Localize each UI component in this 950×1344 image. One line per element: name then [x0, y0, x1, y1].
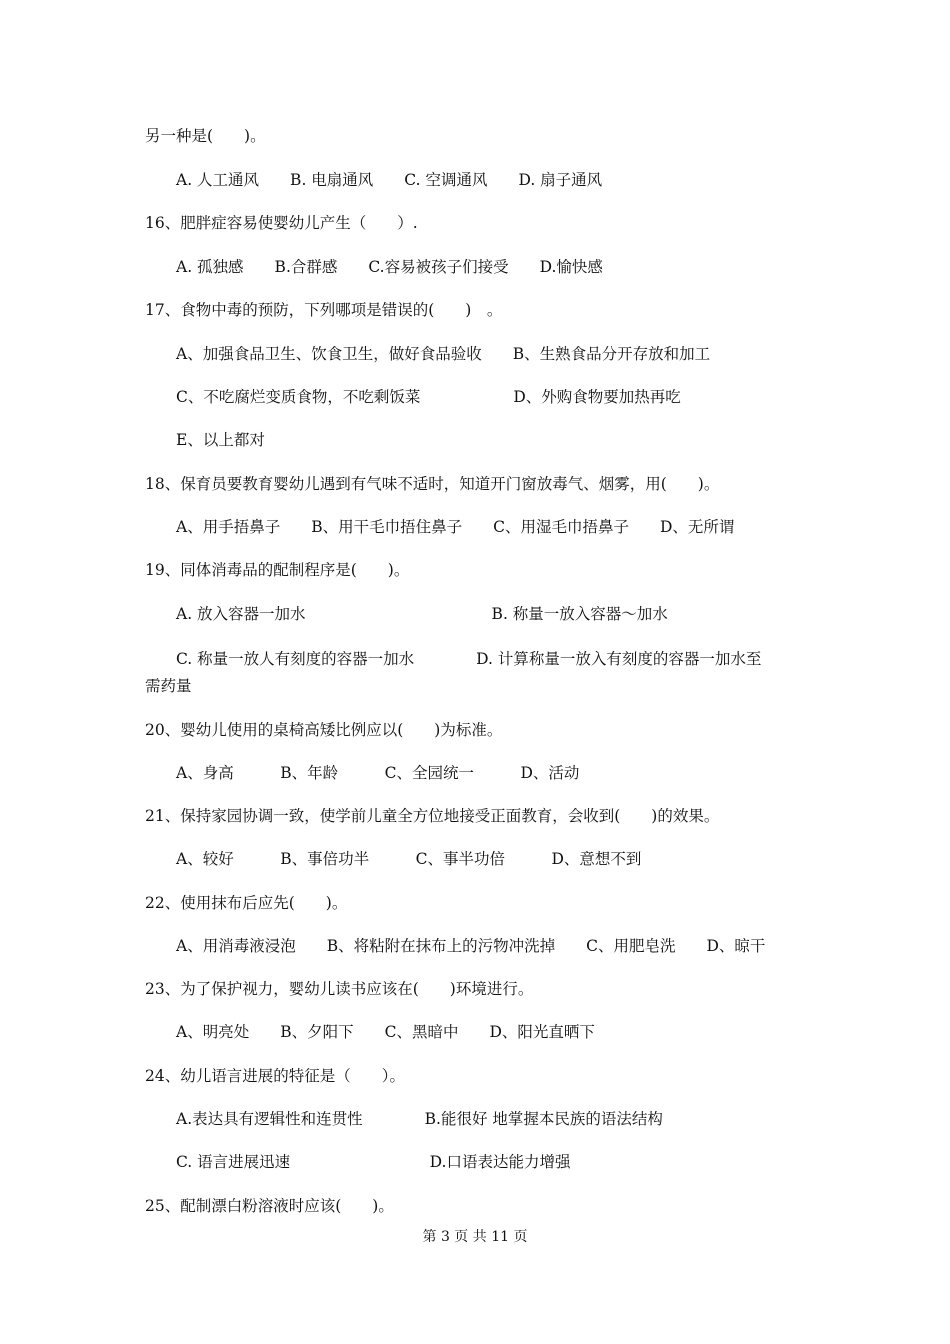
answer-options: A、明亮处 B、夕阳下 C、黑暗中 D、阳光直晒下 [176, 1023, 595, 1041]
continued-text: 需药量 [145, 677, 192, 695]
question-text: 20、婴幼儿使用的桌椅高矮比例应以( )为标准。 [145, 721, 503, 739]
answer-options: A、加强食品卫生、饮食卫生，做好食品验收 B、生熟食品分开存放和加工 [176, 345, 711, 363]
answer-options: A. 放入容器一加水 B. 称量一放入容器～加水 [176, 605, 668, 623]
question-text: 另一种是( )。 [145, 127, 266, 145]
question-text: 19、同体消毒品的配制程序是( )。 [145, 561, 410, 579]
answer-options: C、不吃腐烂变质食物，不吃剩饭菜 D、外购食物要加热再吃 [176, 388, 681, 406]
answer-options: A.表达具有逻辑性和连贯性 B.能很好 地掌握本民族的语法结构 [176, 1110, 663, 1128]
question-text: 23、为了保护视力，婴幼儿读书应该在( )环境进行。 [145, 980, 534, 998]
page-footer: 第 3 页 共 11 页 [422, 1229, 528, 1245]
answer-options: A. 孤独感 B.合群感 C.容易被孩子们接受 D.愉快感 [176, 258, 603, 276]
question-text: 17、食物中毒的预防，下列哪项是错误的( ) 。 [145, 301, 503, 319]
answer-options: A. 人工通风 B. 电扇通风 C. 空调通风 D. 扇子通风 [176, 171, 603, 189]
question-text: 18、保育员要教育婴幼儿遇到有气味不适时，知道开门窗放毒气、烟雾，用( )。 [145, 475, 720, 493]
answer-options: A、身高 B、年龄 C、全园统一 D、活动 [176, 764, 580, 782]
answer-options: A、用消毒液浸泡 B、将粘附在抹布上的污物冲洗掉 C、用肥皂洗 D、晾干 [176, 937, 766, 955]
answer-options: C. 语言进展迅速 D.口语表达能力增强 [176, 1153, 571, 1171]
answer-options: A、较好 B、事倍功半 C、事半功倍 D、意想不到 [176, 850, 642, 868]
answer-options: E、以上都对 [176, 431, 265, 449]
answer-options: A、用手捂鼻子 B、用干毛巾捂住鼻子 C、用湿毛巾捂鼻子 D、无所谓 [176, 518, 735, 536]
question-text: 16、肥胖症容易使婴幼儿产生（ ）. [145, 214, 418, 232]
question-text: 25、配制漂白粉溶液时应该( )。 [145, 1197, 394, 1215]
question-text: 24、幼儿语言进展的特征是（ ）。 [145, 1067, 405, 1085]
question-text: 21、保持家园协调一致，使学前儿童全方位地接受正面教育，会收到( )的效果。 [145, 807, 720, 825]
question-text: 22、使用抹布后应先( )。 [145, 894, 348, 912]
answer-options: C. 称量一放人有刻度的容器一加水 D. 计算称量一放入有刻度的容器一加水至 [176, 650, 762, 668]
